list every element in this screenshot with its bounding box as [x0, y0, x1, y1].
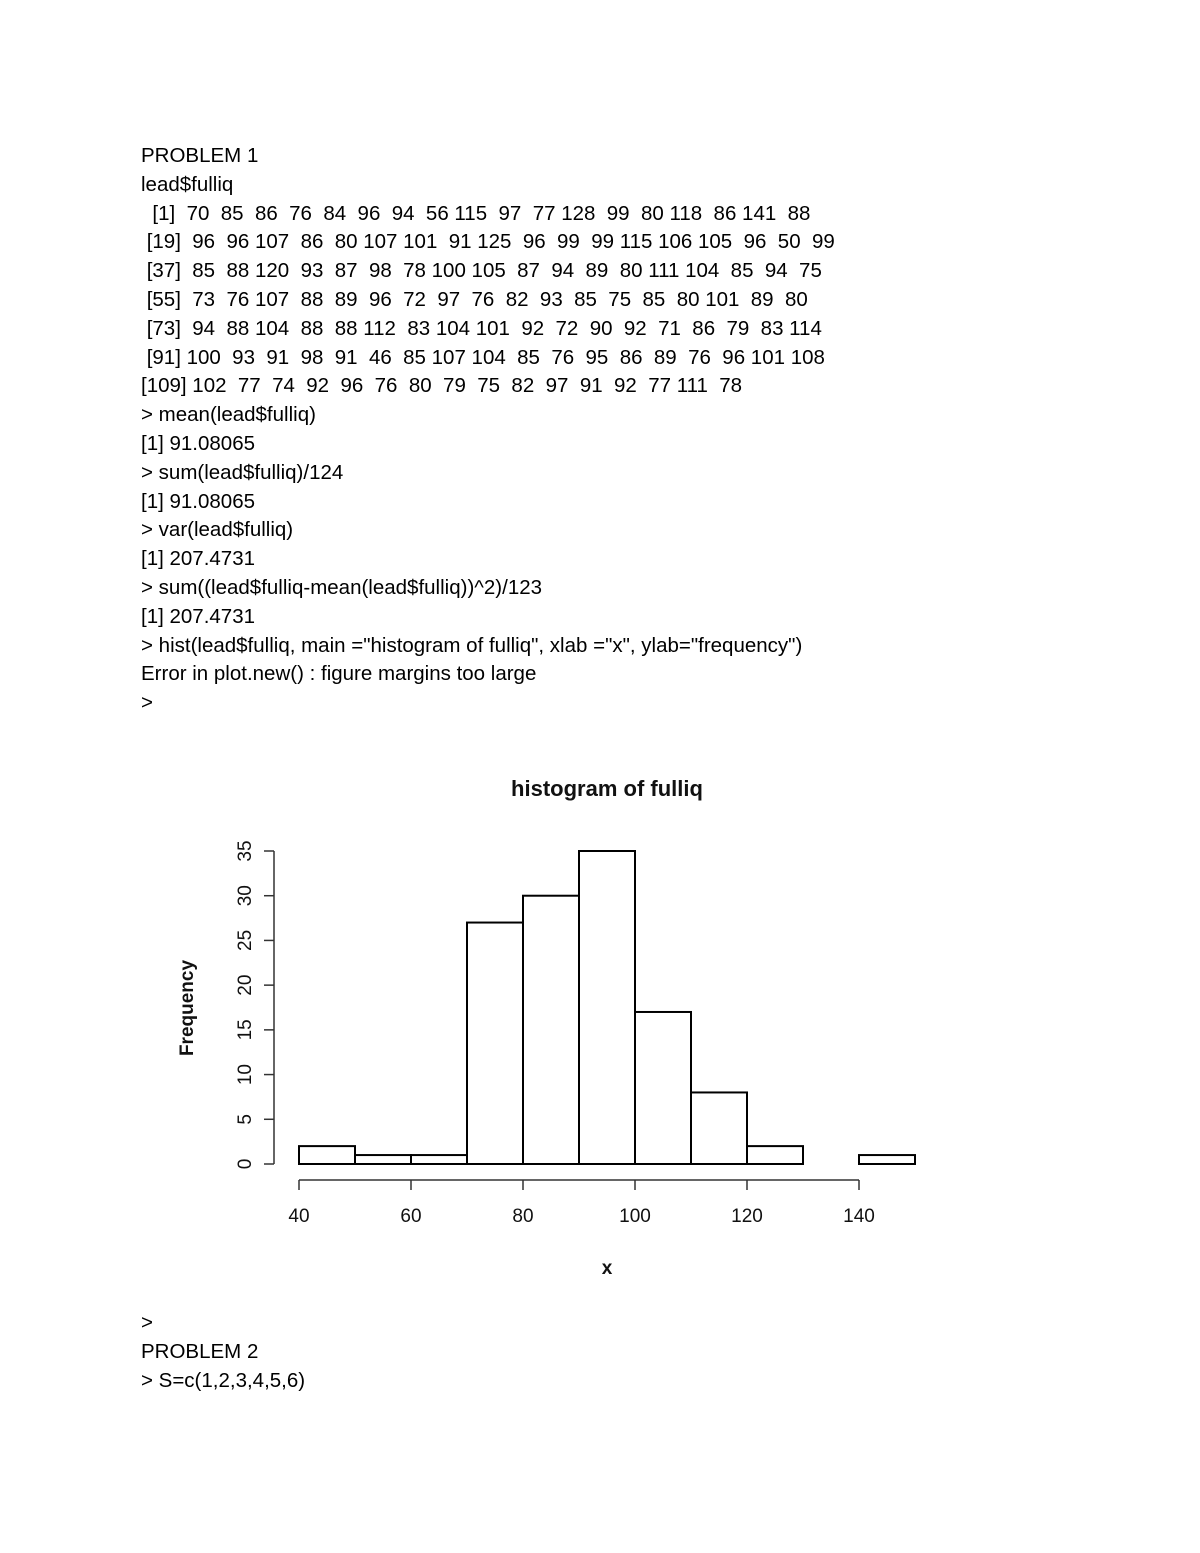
histogram-bar [299, 1146, 355, 1164]
console-line: [1] 91.08065 [141, 489, 255, 513]
console-line: [1] 207.4731 [141, 547, 255, 571]
x-tick-label: 80 [512, 1206, 534, 1227]
console-line: [1] 207.4731 [141, 604, 255, 628]
x-tick-label: 100 [619, 1206, 651, 1227]
console-line: > hist(lead$fulliq, main ="histogram of fulliq", xlab ="x", ylab="frequency") [141, 633, 803, 657]
histogram-bar [411, 1155, 467, 1164]
console-line: [73] 94 88 104 88 88 112 83 104 101 92 72 90 92 71 86 79 83 114 [141, 316, 822, 340]
console-line: [37] 85 88 120 93 87 98 78 100 105 87 94 89 80 111 104 85 94 75 [141, 259, 822, 283]
x-axis [288, 1180, 874, 1227]
histogram-bar [523, 896, 579, 1164]
y-tick-label: 35 [235, 840, 256, 862]
console-line: PROBLEM 1 [141, 144, 259, 167]
y-tick-label: 20 [235, 974, 256, 996]
y-axis-label: Frequency [177, 959, 198, 1057]
x-tick-label: 60 [400, 1206, 422, 1227]
x-tick-label: 140 [843, 1206, 875, 1227]
console-line: [1] 70 85 86 76 84 96 94 56 115 97 77 128 99 80 118 86 141 88 [141, 201, 811, 225]
histogram-bar [467, 923, 523, 1164]
y-tick-label: 0 [235, 1158, 256, 1170]
console-line: [109] 102 77 74 92 96 76 80 79 75 82 97 91 92 77 111 78 [141, 374, 743, 398]
r-console-output-bottom [141, 1309, 305, 1395]
x-axis-label: x [601, 1258, 613, 1279]
y-axis [235, 840, 274, 1169]
console-line: [91] 100 93 91 98 91 46 85 107 104 85 76 95 86 89 76 96 101 108 [141, 345, 825, 369]
console-line: > sum(lead$fulliq)/124 [141, 460, 344, 484]
r-console-output-top [141, 142, 835, 718]
console-line: [55] 73 76 107 88 89 96 72 97 76 82 93 85 75 85 80 101 89 80 [141, 287, 808, 311]
console-line: > S=c(1,2,3,4,5,6) [141, 1368, 306, 1392]
histogram-bar [579, 851, 635, 1164]
console-line: Error in plot.new() : figure margins too large [141, 662, 537, 686]
x-tick-label: 40 [288, 1206, 310, 1227]
console-line: > mean(lead$fulliq) [141, 403, 316, 427]
y-tick-label: 30 [235, 885, 256, 907]
histogram-bar [747, 1146, 803, 1164]
y-tick-label: 25 [235, 929, 256, 951]
y-tick-label: 15 [235, 1019, 256, 1041]
console-line: [1] 91.08065 [141, 431, 255, 455]
console-line: > sum((lead$fulliq-mean(lead$fulliq))^2)/123 [141, 575, 543, 599]
histogram-bars [299, 851, 915, 1164]
histogram-bar [355, 1155, 411, 1164]
console-line: > [141, 691, 153, 715]
y-tick-label: 10 [235, 1064, 256, 1086]
x-tick-label: 120 [731, 1206, 763, 1227]
chart-title: histogram of fulliq [511, 776, 703, 801]
console-line: [19] 96 96 107 86 80 107 101 91 125 96 99 99 115 106 105 96 50 99 [141, 230, 835, 254]
histogram-bar [691, 1092, 747, 1164]
console-line: lead$fulliq [141, 172, 234, 196]
histogram-chart [0, 760, 1200, 1300]
console-line: > var(lead$fulliq) [141, 518, 294, 542]
histogram-bar [859, 1155, 915, 1164]
histogram-bar [635, 1012, 691, 1164]
y-tick-label: 5 [235, 1113, 256, 1125]
console-line: PROBLEM 2 [141, 1339, 259, 1363]
console-line: > [141, 1311, 153, 1334]
